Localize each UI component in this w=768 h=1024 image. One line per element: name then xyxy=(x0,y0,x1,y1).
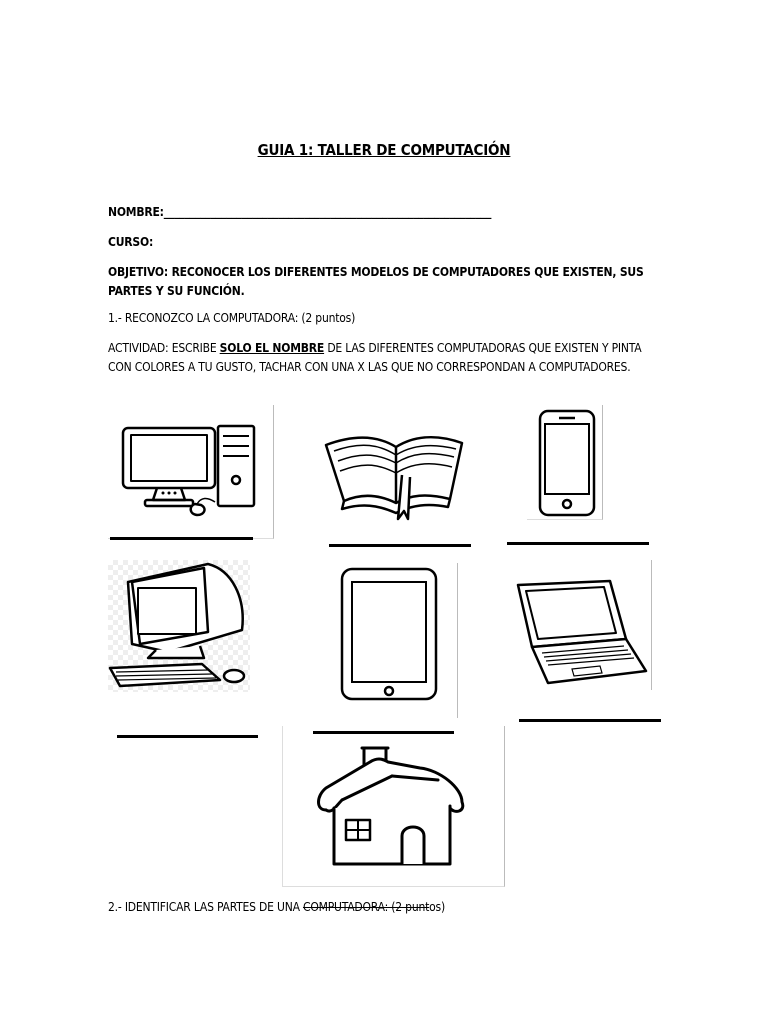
section-2-heading: 2.- IDENTIFICAR LAS PARTES DE UNA COMPUTADORA: (2 puntos) xyxy=(108,900,445,914)
answer-line-6 xyxy=(519,719,661,722)
desktop-computer-icon xyxy=(115,420,265,520)
crt-computer-icon xyxy=(108,560,250,692)
curso-label: CURSO: xyxy=(108,235,154,249)
house-icon xyxy=(312,740,472,868)
nombre-line: NOMBRE:_______________________________________________________________ xyxy=(108,205,492,219)
smartphone-icon xyxy=(534,408,600,518)
answer-line-3 xyxy=(507,542,649,545)
objetivo-text: OBJETIVO: RECONOCER LOS DIFERENTES MODELOS DE COMPUTADORES QUE EXISTEN, SUS PARTES Y SU FUNCIÓN. xyxy=(108,265,644,298)
answer-line-1 xyxy=(110,537,253,540)
answer-line-2 xyxy=(329,544,471,547)
answer-line-4 xyxy=(117,735,258,738)
section-1-heading: 1.- RECONOZCO LA COMPUTADORA: (2 puntos) xyxy=(108,311,356,325)
tablet-icon xyxy=(336,566,442,702)
laptop-icon xyxy=(512,575,652,687)
actividad-text: ACTIVIDAD: ESCRIBE SOLO EL NOMBRE DE LAS DIFERENTES COMPUTADORAS QUE EXISTEN Y PINTA CON COLORES A TU GUSTO, TACHAR CON UNA X LAS QUE NO CORRESPONDAN A COMPUTADORES. xyxy=(108,341,642,374)
page-title: GUIA 1: TALLER DE COMPUTACIÓN xyxy=(257,141,511,159)
open-book-icon xyxy=(318,415,468,523)
